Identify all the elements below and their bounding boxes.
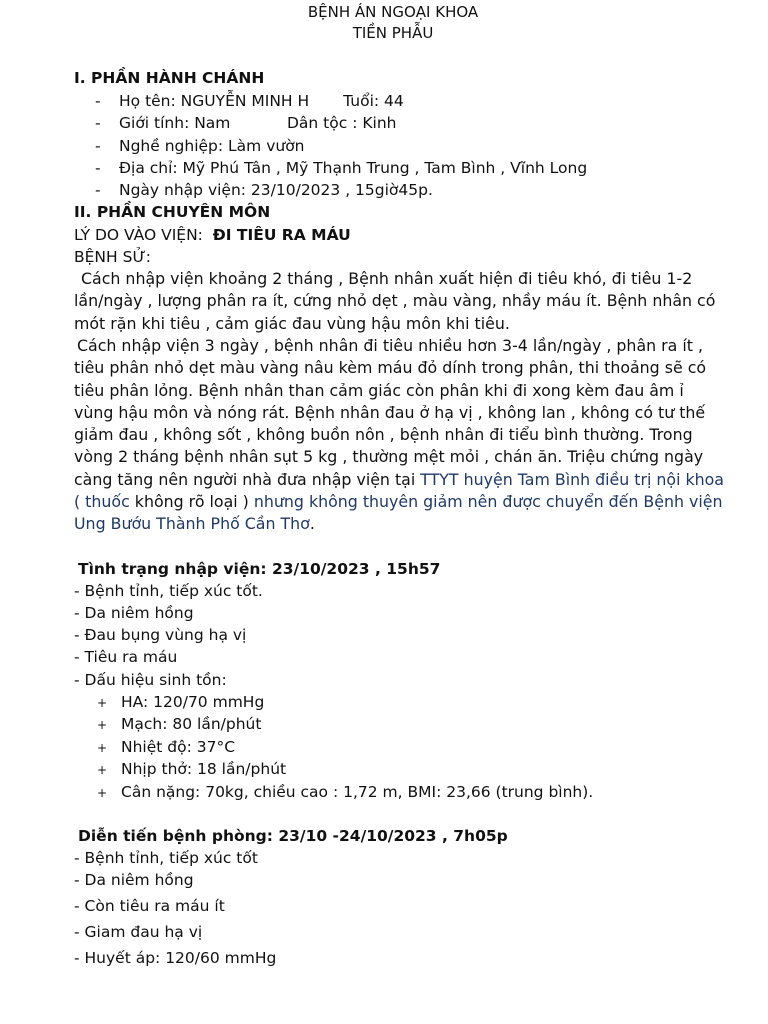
doc-title: BỆNH ÁN NGOẠI KHOA: [307, 3, 479, 21]
name-line: - Họ tên: NGUYỄN MINH H Tuổi: 44: [95, 92, 404, 110]
vital-item: + Cân nặng: 70kg, chiều cao : 1,72 m, BMI: 23,66 (trung bình).: [97, 783, 594, 801]
reason-label: LÝ DO VÀO VIỆN:: [74, 226, 203, 244]
admission-status-title: Tình trạng nhập viện: 23/10/2023 , 15h57: [78, 560, 441, 578]
progress-item: - Giam đau hạ vị: [74, 923, 203, 941]
admission-item: - Đau bụng vùng hạ vị: [74, 626, 247, 644]
referral-facility: TTYT huyện Tam Bình điều trị nội khoa ( thuốc: [74, 469, 724, 512]
gender-line: - Giới tính: Nam Dân tộc : Kinh: [95, 112, 396, 134]
patient-name: Họ tên: NGUYỄN MINH H: [119, 92, 310, 110]
vital-item: + HA: 120/70 mmHg: [97, 693, 265, 711]
section-1-title: I. PHẦN HÀNH CHÁNH: [74, 69, 265, 87]
referral-hospital: nhưng không thuyên giảm nên được chuyển đến Bệnh viện Ung Bướu Thành Phố Cần Thơ: [74, 492, 723, 534]
progress-item: - Da niêm hồng: [74, 871, 194, 889]
reason-value: ĐI TIÊU RA MÁU: [212, 226, 351, 244]
patient-job: Nghề nghiệp: Làm vườn: [119, 137, 305, 155]
vital-item: + Mạch: 80 lần/phút: [97, 715, 262, 733]
reason-line: [74, 224, 351, 246]
patient-ethnicity: Dân tộc : Kinh: [287, 114, 397, 132]
section-2-title: II. PHẦN CHUYÊN MÔN: [74, 203, 271, 221]
history-paragraph-1: Cách nhập viện khoảng 2 tháng , Bệnh nhân xuất hiện đi tiêu khó, đi tiêu 1-2 lần/ngày , lượng phân ra ít, cứng nhỏ dẹt , màu vàng, nhầy máu ít. Bệnh nhân có mót rặn khi tiêu , cảm giác đau vùng hậu môn khi tiêu.: [74, 269, 716, 333]
admission-item: - Tiêu ra máu: [74, 648, 178, 666]
vital-item: + Nhịp thở: 18 lần/phút: [97, 760, 287, 778]
progress-item: - Huyết áp: 120/60 mmHg: [74, 949, 277, 967]
patient-gender: Giới tính: Nam: [119, 114, 231, 132]
admission-item: - Da niêm hồng: [74, 604, 194, 622]
admit-date-line: - Ngày nhập viện: 23/10/2023 , 15giờ45p.: [95, 181, 433, 199]
job-line: - Nghề nghiệp: Làm vườn: [95, 137, 305, 155]
history-paragraph-2: Cách nhập viện 3 ngày , bệnh nhân đi tiêu nhiều hơn 3-4 lần/ngày , phân ra ít , tiêu phân nhỏ dẹt màu vàng nâu kèm máu đỏ dính trong phân, thi thoảng sẽ có tiêu phân lỏng. Bệnh nhân than cảm giác còn phân khi đi xong kèm đau âm ỉ vùng hậu môn và nóng rát. Bệnh nhân đau ở hạ vị , không lan , không có tư thế giảm đau , không sốt , không buồn nôn , bệnh nhân đi tiểu bình thường. Trong vòng 2 tháng bệnh nhân sụt 5 kg , thường mệt mỏi , chán ăn. Triệu chứng ngày càng tăng nên người nhà đưa nhập viện tại TTYT huyện Tam Bình điều trị nội khoa ( thuốc không rõ loại ) nhưng không thuyên giảm nên được chuyển đến Bệnh viện Ung Bướu Thành Phố Cần Thơ.: [74, 336, 724, 534]
progress-item: - Bệnh tỉnh, tiếp xúc tốt: [74, 849, 258, 867]
address-line: - Địa chỉ: Mỹ Phú Tân , Mỹ Thạnh Trung , Tam Bình , Vĩnh Long: [95, 159, 588, 177]
history-label: BỆNH SỬ:: [74, 248, 151, 266]
admit-date: Ngày nhập viện: 23/10/2023 , 15giờ45p.: [119, 181, 433, 199]
doc-subtitle: TIỀN PHẪU: [352, 24, 434, 42]
admission-item: - Dấu hiệu sinh tồn:: [74, 671, 227, 689]
admission-item: - Bệnh tỉnh, tiếp xúc tốt.: [74, 582, 263, 600]
progress-title: Diễn tiến bệnh phòng: 23/10 -24/10/2023 , 7h05p: [78, 827, 508, 845]
progress-item: - Còn tiêu ra máu ít: [74, 897, 225, 915]
patient-address: Địa chỉ: Mỹ Phú Tân , Mỹ Thạnh Trung , Tam Bình , Vĩnh Long: [119, 159, 588, 177]
patient-age: Tuổi: 44: [343, 92, 404, 110]
vital-item: + Nhiệt độ: 37°C: [97, 738, 236, 756]
